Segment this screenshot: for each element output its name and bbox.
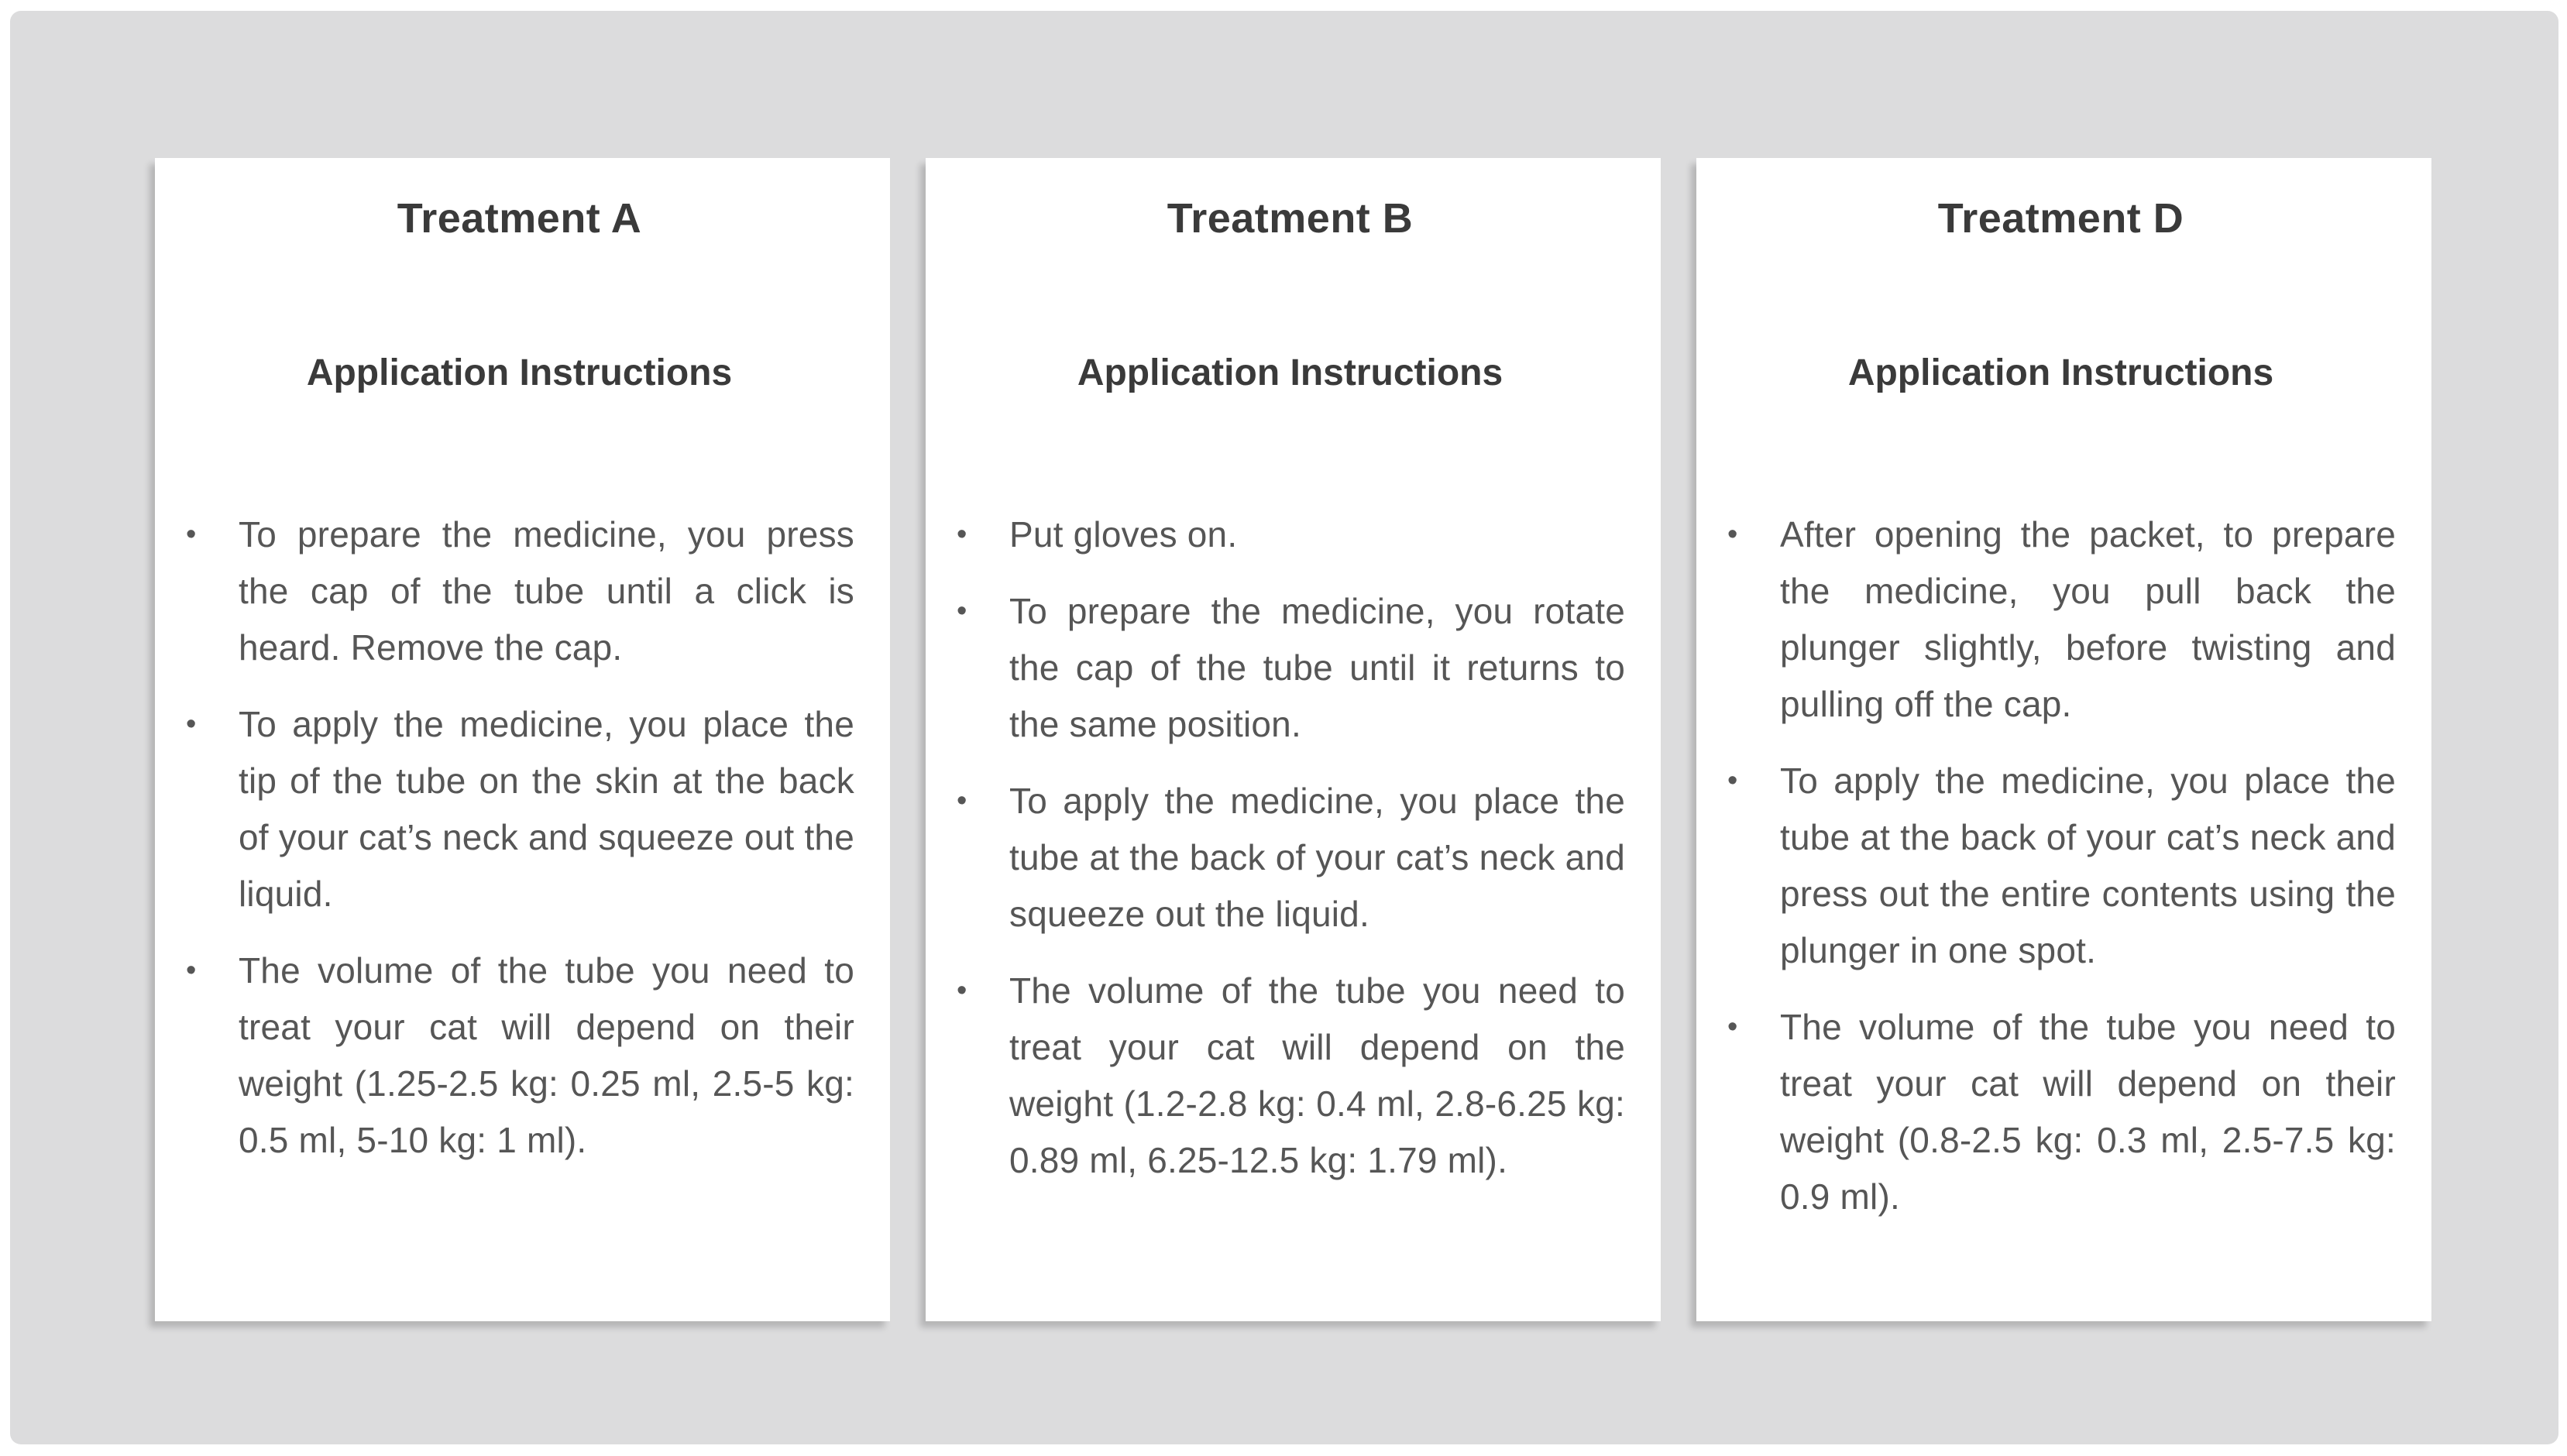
treatment-card-a (155, 158, 890, 1321)
card-title: Treatment D (1937, 195, 2184, 242)
bullet-dot-icon: • (957, 785, 967, 817)
bullet-dot-icon: • (1727, 1011, 1738, 1043)
instruction-list (184, 507, 854, 1169)
bullet-item (184, 943, 854, 1169)
bullet-text: To prepare the medicine, you press the cap of the tube until a click is heard. Remove the cap. (239, 514, 854, 668)
bullet-item (955, 507, 1625, 563)
bullet-text: To apply the medicine, you place the tube at the back of your cat’s neck and press out the entire contents using the plunger in one spot. (1780, 761, 2396, 970)
instruction-list (955, 507, 1625, 1189)
card-subtitle: Application Instructions (1077, 352, 1503, 393)
bullet-item (1726, 999, 2396, 1225)
bullet-text: To apply the medicine, you place the tip of the tube on the skin at the back of your cat’s neck and squeeze out the liquid. (239, 704, 854, 914)
bullet-text: After opening the packet, to prepare the medicine, you pull back the plunger slightly, before twisting and pulling off the cap. (1780, 514, 2396, 724)
bullet-text: The volume of the tube you need to treat your cat will depend on their weight (1.25-2.5 kg: 0.25 ml, 2.5-5 kg: 0.5 ml, 5-10 kg: 1 ml). (239, 950, 854, 1160)
bullet-item (184, 696, 854, 922)
bullet-text: The volume of the tube you need to treat your cat will depend on the weight (1.2-2.8 kg: 0.4 ml, 2.8-6.25 kg: 0.89 ml, 6.25-12.5 kg: 1.79 ml). (1009, 970, 1625, 1180)
bullet-dot-icon: • (957, 595, 967, 627)
bullet-item (955, 963, 1625, 1189)
card-title: Treatment A (397, 195, 642, 242)
bullet-text: To apply the medicine, you place the tube at the back of your cat’s neck and squeeze out the liquid. (1009, 781, 1625, 934)
card-subtitle: Application Instructions (306, 352, 733, 393)
bullet-dot-icon: • (957, 518, 967, 551)
bullet-item (955, 583, 1625, 753)
bullet-dot-icon: • (1727, 518, 1738, 551)
treatment-cards-row (155, 158, 2431, 1321)
slide-canvas (10, 11, 2558, 1444)
bullet-text: To prepare the medicine, you rotate the cap of the tube until it returns to the same position. (1009, 591, 1625, 744)
bullet-text: Put gloves on. (1009, 514, 1238, 555)
card-title: Treatment B (1167, 195, 1414, 242)
bullet-dot-icon: • (186, 518, 197, 551)
bullet-dot-icon: • (957, 974, 967, 1007)
bullet-item (1726, 753, 2396, 979)
card-subtitle: Application Instructions (1847, 352, 2274, 393)
instruction-list (1726, 507, 2396, 1225)
treatment-card-b (926, 158, 1661, 1321)
bullet-item (1726, 507, 2396, 733)
treatment-card-d (1696, 158, 2431, 1321)
bullet-dot-icon: • (186, 708, 197, 740)
bullet-dot-icon: • (186, 954, 197, 987)
bullet-item (184, 507, 854, 676)
bullet-dot-icon: • (1727, 764, 1738, 797)
bullet-text: The volume of the tube you need to treat your cat will depend on their weight (0.8-2.5 kg: 0.3 ml, 2.5-7.5 kg: 0.9 ml). (1780, 1007, 2396, 1217)
bullet-item (955, 773, 1625, 943)
